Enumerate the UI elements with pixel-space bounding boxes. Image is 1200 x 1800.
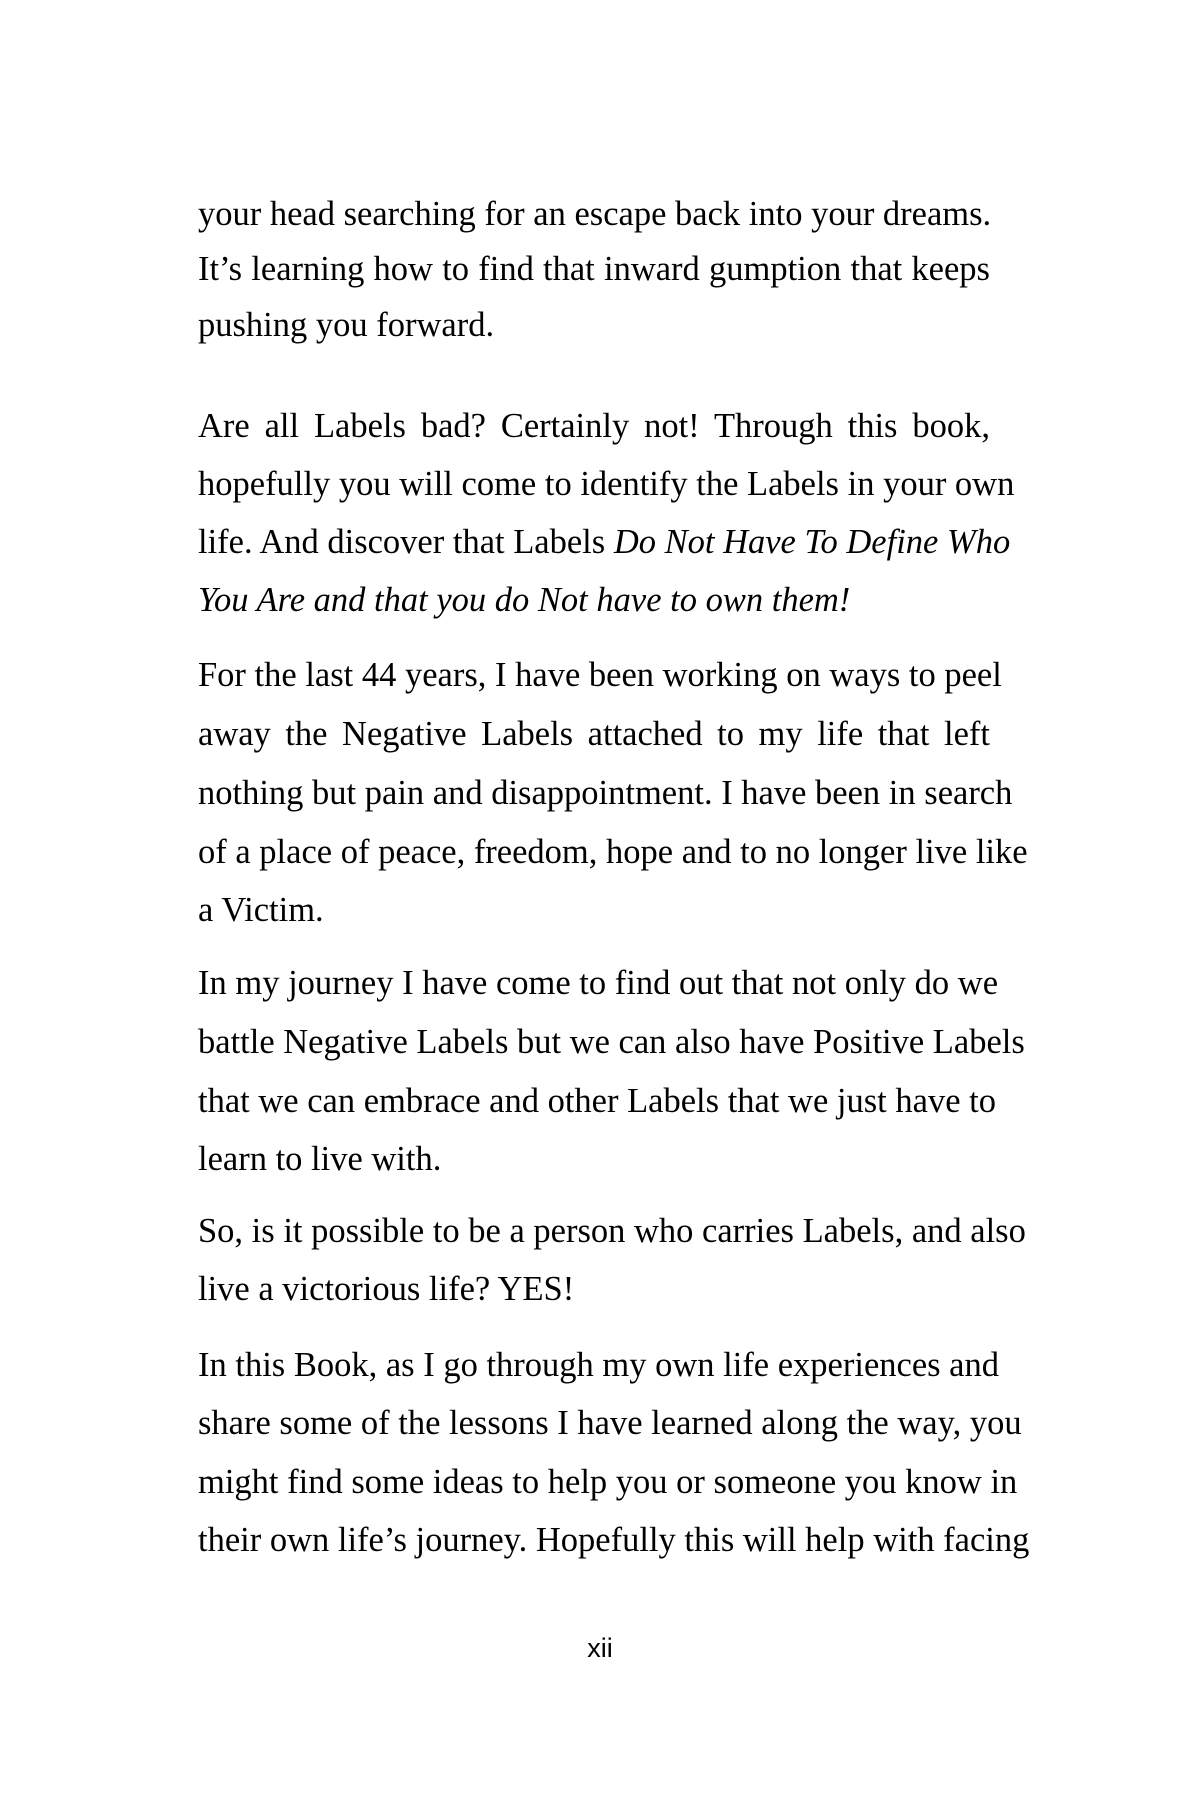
text-line: hopefully you will come to identify the Labels in your own [198,465,1015,503]
text-line: their own life’s journey. Hopefully this will help with facing [198,1521,1030,1559]
text-line: share some of the lessons I have learned along the way, you [198,1404,1022,1442]
text-line: battle Negative Labels but we can also have Positive Labels [198,1023,1025,1061]
text-line: nothing but pain and disappointment. I have been in search [198,774,1013,812]
text-line: learn to live with. [198,1140,442,1178]
text-line: In this Book, as I go through my own life experiences and [198,1346,999,1384]
text-line: of a place of peace, freedom, hope and to no longer live like [198,833,1028,871]
text-line: might find some ideas to help you or someone you know in [198,1463,1018,1501]
text-line: So, is it possible to be a person who carries Labels, and also [198,1212,1026,1250]
italic-text-line: You Are and that you do Not have to own them! [198,581,851,619]
text-line: pushing you forward. [198,306,495,344]
text-line: that we can embrace and other Labels that we just have to [198,1082,996,1120]
text-line: Are all Labels bad? Certainly not! Through this book, [198,407,990,445]
text-line: In my journey I have come to find out that not only do we [198,964,999,1002]
text-line: your head searching for an escape back into your dreams. [198,195,992,233]
text-line: a Victim. [198,891,324,929]
text-line: It’s learning how to find that inward gumption that keeps [198,250,990,288]
page-number: xii [587,1633,613,1663]
italic-emphasis: Do Not Have To Define Who [613,523,1011,561]
text-line: away the Negative Labels attached to my life that left [198,715,990,753]
text-line-mixed [198,522,1011,562]
text-segment: life. And discover that Labels [198,523,614,561]
text-line: For the last 44 years, I have been working on ways to peel [198,656,1002,694]
text-line: live a victorious life? YES! [198,1270,575,1308]
